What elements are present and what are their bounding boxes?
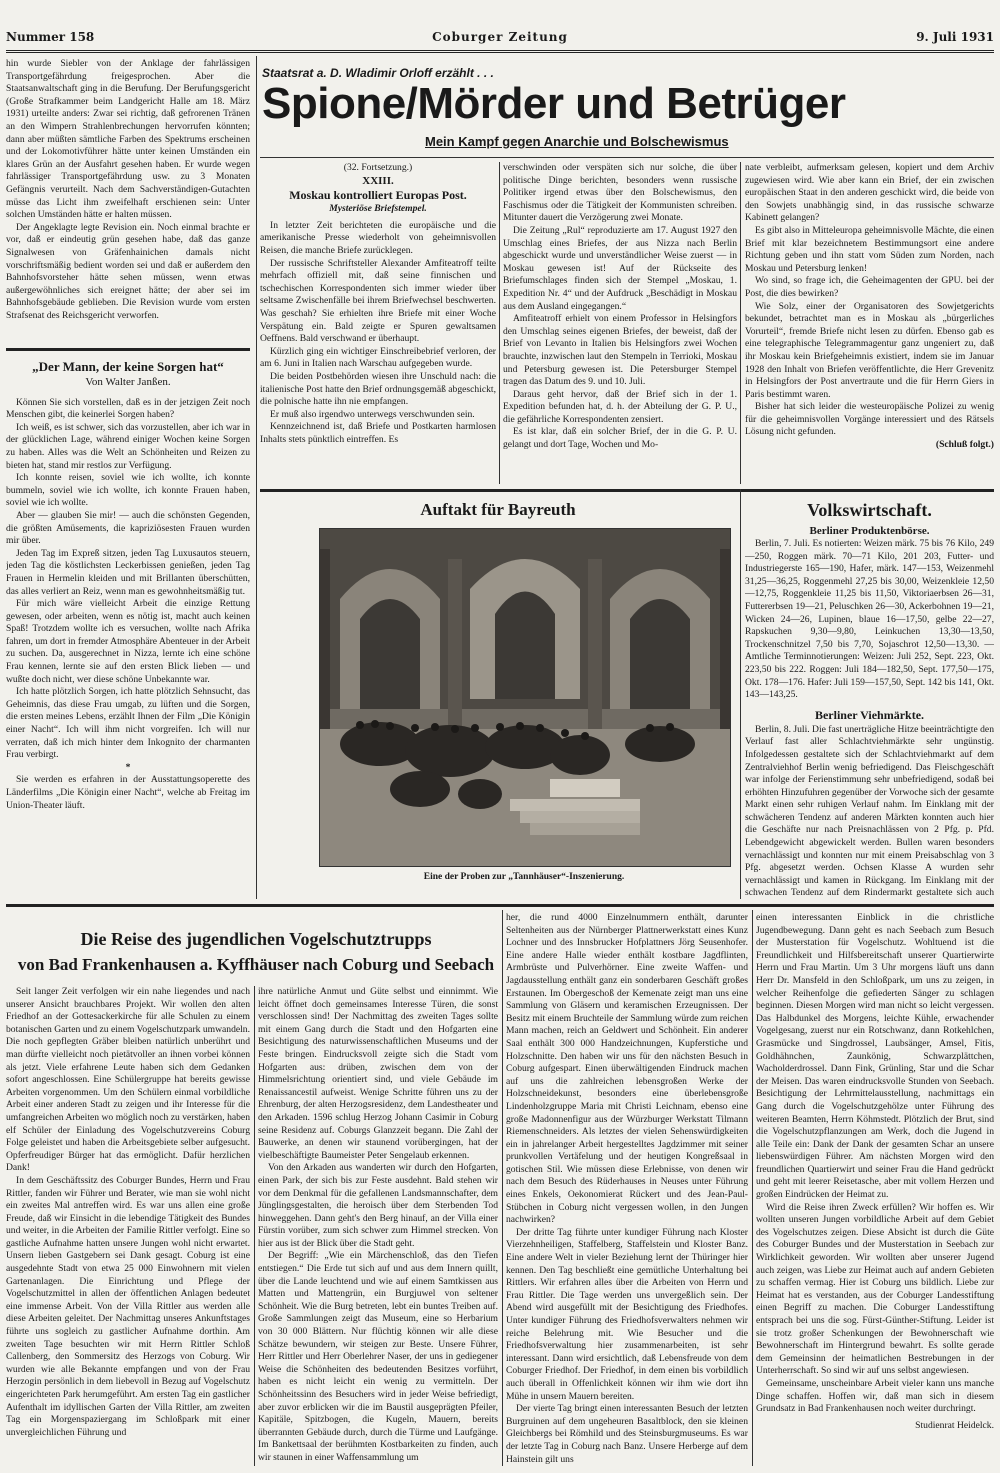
paragraph: Können Sie sich vorstellen, daß es in der jetzigen Zeit noch Menschen gibt, die keinerlei Sorgen haben? (6, 396, 250, 421)
paragraph: Ich hatte plötzlich Sorgen, ich hatte plötzlich Sehnsucht, das Geheimnis, das diese Frau umgab, zu lüften und die Sorgen, die ersten meines Lebens, erzählt Ihnen der Film „Die Königin einer Nacht“. Ich will ihm nicht vorgreifen. Ich will nur verraten, daß ich mich hinter dem Inkognito der charmanten Frau verbirgt. (6, 686, 250, 761)
rehearsal-photo-drawing (320, 529, 730, 866)
story-title: „Der Mann, der keine Sorgen hat“ (32, 359, 224, 374)
story-byline: Von Walter Janßen. (85, 376, 171, 388)
photo-caption: Eine der Proben zur „Tannhäuser“-Inszenierung. (423, 872, 625, 882)
paragraph: Der Angeklagte legte Revision ein. Noch einmal brachte er vor, daß er eindeutig grün gesehen habe, daß das ganze Signalwesen von Gräfenhainichen damals nicht vorschriftsmäßig bedient worden sei und daß er außerdem den Bahnhofsvorsteher hätte sehen müssen, wenn etwas außergewöhnliches sich ereignet hätte; der aber sei im Bahnhofsgebäude geblieben. Die Revision wurde vom ersten Strafsenat des Reichsgericht verworfen. (6, 221, 250, 321)
header-rule (260, 157, 994, 158)
paragraph: In letzter Zeit berichteten die europäische und die amerikanische Presse wiederholt von geheimnisvollen Reisen, die manche Briefe zurücklegen. (260, 219, 496, 256)
spies-subhead: Mein Kampf gegen Anarchie und Bolschewismus (425, 134, 729, 149)
chapter-subtitle: Mysteriöse Briefstempel. (329, 203, 427, 215)
spies-column-c (745, 162, 994, 484)
column-rule (740, 489, 741, 899)
article-man-without-worries (6, 356, 250, 901)
bird-trip-headline-line2: von Bad Frankenhausen a. Kyffhäuser nach Coburg und Seebach (17, 955, 495, 974)
cattle-market-report: Berlin, 8. Juli. Die fast unerträgliche Hitze beeinträchtigte den Verlauf fast aller Schlachtviehmärkte sehr ungünstig. Infolgedessen gestaltete sich der Schlachtviehmarkt auf dem Zentralviehhof Berlin wenig befriedigend. Das Fleischgeschäft war infolge der Ferienstimmung sehr unbefriedigend, sodaß bei erhöhten Hinzufuhren gegenüber der Vorwoche sich der gesamte Markt einen sehr ruhigen Verlauf nahm. Im Einklang mit der schwächeren Tendenz auf anderen Märkten konnten auch hier die Geschäfte nur nach Preisnachlässen von 2 Pfg. p. Pfd. Lebendgewicht abgewickelt werden. Bullen waren besonders vernachlässigt und konnten nur mit einem Preisabschlag von 3 Pfg. abgesetzt werden. Ochsen Klasse A wurden sehr vernachlässigt und kamen in Rückgang. Im Einklang mit der schwachen Tendenz auf dem Rindermarkt gestaltete sich auch (745, 723, 994, 899)
paragraph: Wie Solz, einer der Organisatoren des Sowjetgerichts bekundet, betrachtet man es in Moskau als „bürgerliches Vorurteil“, fremde Briefe nicht lesen zu dürfen. Ebenso gab es eine telegraphische Telegrammagentur ganz ungeniert zu, daß ihr Moskau kein Briefgeheimnis existiert, indem sie im Januar 1928 den Inhalt von Briefen veröffentlichte, die Herr Grevenitz in Helsingfors der Post anvertraute und die für Herrn Giers in Paris bestimmt waren. (745, 300, 994, 400)
paragraph: her, die rund 4000 Einzelnummern enthält, darunter Seltenheiten aus der Nürnberger Plattnerwerkstatt eines Kunz Lochner und des Innsbrucker Hofplattners Jörg Seusenhofer. Eine andere Halle wieder enthält kostbare Jagdflinten, Armbrüste und Pulverhörner. Eine zweite Waffen- und Jagdausstellung enthält ganz ein sonderbaren Geschäft großes Erstaunen. Im Obergeschoß der Kemenate zeigt man uns eine Sammlung von Gläsern und keramischen Erzeugnissen. Der Besitz mit einem Bruchteile der Sammlung würde zum reichen Mann machen, reich an Geldwert und Schönheit. Ein anderer Saal enthält 300 000 Handzeichnungen, Kupferstiche und Holzschnitte. Den haben wir uns für den nächsten Besuch in Coburg aufgespart. Einen überwältigenden Eindruck machen auf uns die zahlreichen lebensgroßen Werke der Holzschneidekunst, besonders eine überlebensgroße Lindenholzgruppe Maria mit Christi Leichnam, ebenso eine große Madonnenfigur aus der Würzburger Werkstatt Tilmann Riemenschneiders. Als letztes der vielen Sehenswürdigkeiten ein in jahrelanger Arbeit hergestelltes Jagdzimmer mit seiner prunkvollen Vertäfelung und der heutigen Kongreßsaal in gotischen Stil. Wie müssen diese Erlebnisse, von denen wir nach dem Besuch des Rüderhauses in Neuses unter Führung eines Enkels, Oekonomierat Rückert und des Jean-Paul-Stübchen in Coburg nicht vergessen wollen, in den Jungen nachwirken? (506, 912, 748, 1226)
paper-name: Coburger Zeitung (432, 30, 568, 44)
paragraph: Gemeinsame, unscheinbare Arbeit vieler kann uns manche Dinge schaffen. Hoffen wir, daß man sich in diesem Grundsatz in Bad Frankenhausen noch weiter durchringt. (756, 1377, 994, 1415)
paragraph: Er muß also irgendwo unterwegs verschwunden sein. (270, 408, 475, 420)
column-rule (752, 910, 753, 1466)
paragraph: Die Zeitung „Rul“ reproduzierte am 17. August 1927 den Umschlag eines Briefes, der aus Nizza nach Berlin abgeschickt wurde und unverständlicher Weise zuerst — in Moskau gewesen ist! Auf der Rückseite des Briefumschlages finden sich der Stempel „Moskau, 1. Expedition Nr. 4“ und der Aufdruck „Beschädigt in Moskau aus dem Ausland eingegangen.“ (503, 224, 737, 312)
paragraph: ihre natürliche Anmut und Güte selbst und einnimmt. Wie leicht öffnet doch gemeinsames Interesse Türen, die sonst verschlossen sind! Der Nachmittag des zweiten Tages sollte mit einem Gang durch die Stadt und den Hofgarten eine Besichtigung des naturwissenschaftlichen Museums und der Feste bringen. Eindrucksvoll zeigte sich die Stadt vom Hofgarten aus: drüben, zwischen dem von der Himmelsrichtung orientiert sind, und viele Gebäude im Renaissancestil aufweist. Wenige Schritte führen uns zu der Ehrenburg, der alten Herzogsresidenz, dem Landestheater und den Arkaden. 1596 schlug Herzog Johann Casimir in Coburg seine Residenz auf. Coburgs Glanzzeit begann. Die Zahl der Bauwerke, an denen wir staunend vorübergingen, hat der vielbeschäftigte Baumeister Peter Sengelaub erkennen. (258, 986, 498, 1161)
paragraph: Von den Arkaden aus wanderten wir durch den Hofgarten, einen Park, der sich bis zur Feste ausdehnt. Bald stehen wir vor dem Denkmal für die gefallenen Landsmannschafter, dem Jünglingsgestalten, die heroisch über dem Sterbenden Tod hinweggehen. Dann geht's den Berg hinauf, an der Villa einer Fürstin vorüber, zum sich schwer zum Himmel strecken. Von hier aus ist der Blick über die Stadt geht. (258, 1162, 498, 1249)
paragraph: Daraus geht hervor, daß der Brief sich in der 1. Expedition befunden hat, d. h. der Abteilung der G. P. U., die gefährliche Korrespondenten zensiert. (503, 388, 737, 425)
paragraph: Die beiden Postbehörden wiesen ihre Unschuld nach: die italienische Post hatte den Brief ordnungsgemäß abgeschickt, die polnische hatte ihn nie empfangen. (260, 370, 496, 408)
paragraph: Der vierte Tag bringt einen interessanten Besuch der letzten Burgruinen auf dem ungeheuren Basaltblock, den sie kleinen Gleichbergs bei Römhild und des Steinsburgmuseums. Es war der letzte Tag in Coburg nach Banz. Unsere Herberge auf dem Hainstein gilt uns (506, 1403, 748, 1465)
grain-market-title: Berliner Produktenbörse. (809, 525, 930, 537)
economy-headline: Volkswirtschaft. (807, 500, 932, 520)
paragraph: verschwinden oder verspäten sich nur solche, die über politische Dinge berichten, besonders wenn russische Politiker irgend etwas über den Bolschewismus, den Faschismus oder die Tätigkeit der Kommunisten schreiben. Mitunter dauert die Verzögerung zwei Monate. (503, 162, 737, 224)
paragraph: Ich weiß, es ist schwer, sich das vorzustellen, aber ich war in der glücklichen Lage, während einiger Wochen keine Sorgen zu haben. Alles was die Welt an Schönheiten und Reizen zu bieten hat, stand mir restlos zur Verfügung. (6, 421, 250, 471)
paragraph: Wird die Reise ihren Zweck erfüllen? Wir hoffen es. Wir wollten unseren Jungen vorbildliche Arbeit auf dem Gebiet des Vogelschutzes zeigen. Diese Absicht ist durch die Güte des Coburger Bundes und der Musterstation in Seebach zur Wirklichkeit geworden. Wir wollten aber unserer Jugend auch zeigen, was Liebe zur Heimat auch auf andern Gebieten zu schaffen vermag. Hier ist Coburg uns bildlich. Liebe zur Heimat hat es verstanden, aus der Coburger Landesstiftung einen Begriff zu machen. Die Coburger Landesstiftung entsprach bei uns die sog. Fürst-Günther-Stiftung. Leider ist sie trotz großer Schenkungen der Bewohnerschaft wie Bewohnerschaft im Hintergrund bewahrt. Es sollte gerade dem Gemeinsinn der heimatlichen Bestrebungen in der Unterherrschaft. So sind wir auf uns selbst angewiesen. (756, 1201, 994, 1377)
issue-number: Nummer 158 (6, 30, 95, 44)
paragraph: nate verbleibt, aufmerksam gelesen, kopiert und dem Archiv zugewiesen wird. Wie aber kann ein Brief, der ein zwischen europäischen Staat in den anderen geschickt wird, die beide von den Sowjets unabhängig sind, in das russische schwarze Kabinett gelangen? (745, 162, 994, 224)
asterisk-separator: * (125, 761, 131, 773)
paragraph: Es gibt also in Mitteleuropa geheimnisvolle Mächte, die einen Brief mit klar bezeichnetem Bestimmungsort eine andere Richtung geben und ihn statt vom Süden zum Norden, nach Moskau und Petersburg lenken! (745, 224, 994, 274)
paragraph: Der dritte Tag führte unter kundiger Führung nach Kloster Vierzehnheiligen, Staffelberg, Staffelstein und Kloster Banz. Eine andere Welt in vieler Beziehung lernt der Thüringer hier kennen. Den Tag beschließt eine gemütliche Unterhaltung bei Rittlers. Wir erfahren alles über die Arbeiten von Herrn und Frau Rittler. Die Tage werden uns unvergeßlich sein. Der Abend wird ausgefüllt mit der Besichtigung des Friedhofes. Unter kundiger Führung des Friedhofsverwalters nehmen wir reiche Belehrung mit. Wie Besucher und die Friedhofsverwaltung hier zusammenarbeiten, ist sehr interessant. Dann wird ersichtlich, daß Lebensfreude von dem Coburger Friedhof. Der Friedhof, in dem einen bis vorbildlich auch überall in Offenlichkeit können wir ihm wie dort ihn Mühe in unsern Mauern bereiten. (506, 1226, 748, 1402)
spies-column-a (260, 162, 496, 484)
chapter-title: Moskau kontrolliert Europas Post. (289, 188, 467, 203)
spies-column-b (503, 162, 737, 484)
paragraph: Kennzeichnend ist, daß Briefe und Postkarten harmlosen Inhalts stets pünktlich eintreffen. Es (260, 421, 496, 445)
chapter-number: XXIII. (362, 174, 394, 187)
spies-kicker: Staatsrat a. D. Wladimir Orloff erzählt . . . (262, 66, 494, 80)
paragraph: Es ist klar, daß ein solcher Brief, der in die G. P. U. gelangt und dort Tage, Wochen und Mo- (503, 426, 737, 451)
paragraph: Für mich wäre vielleicht Arbeit die einzige Rettung gewesen, oder arbeiten, wenn es nötig ist, macht auch keinen Spaß! Trotzdem wollte ich es versuchen, wollte nach Afrika fahren, um dort in fremder Atmosphäre Abenteuer in der Arbeit zu suchen. Da, ausgerechnet in Nizza, lernte ich eine schöne Frau kennen, lernte sie auf den ersten Blick lieben — und wußte doch nicht, wer diese schöne Unbekannte war. (6, 598, 250, 685)
economy-section (745, 524, 994, 900)
paragraph: Ich konnte reisen, soviel wie ich wollte, ich konnte bummeln, soviel wie ich wollte, ich konnte Frauen haben, soviel wie ich wollte. (6, 472, 250, 509)
to-be-continued: (Schluß folgt.) (935, 439, 994, 451)
paragraph: Jeden Tag im Expreß sitzen, jeden Tag Luxusautos steuern, jeden Tag die köstlichsten Leckerbissen genießen, jeden Tag Frauen in Hermelin kleiden und mit Brillanten überschütten, das alles verliert an Reiz, wenn man es gewohnheitsmäßig tut. (6, 547, 250, 597)
bird-trip-column-4 (756, 912, 994, 1466)
paragraph: hin wurde Siebler von der Anklage der fahrlässigen Transportgefährdung freigesprochen. Aber die Staatsanwaltschaft ging in die Berufung. Der Berufungsgericht (Große Strafkammer beim Landgericht Halle am 18. März 1931) urteilte anders: Zwar sei richtig, daß gefrorenen Tränen an den Wimpern Strahlenbrechungen hervorrufen könnten; dann aber müßten sämtliche Farben des Spektrums erscheinen und der Lokomotivführer hätte unter keinen Umständen ein klares Grün an der Ausfahrt gesehen haben. Er wurde wegen fahrlässiger Transportgefährdung usw. zu 3 Monaten Gefängnis verurteilt. Nach dem Sachverständigen-Gutachten müsse das Licht ihm zweifelhaft erschienen sein: Unter solchen Umständen hätte er halten müssen. (6, 58, 250, 221)
masthead (6, 28, 994, 53)
paragraph: Bisher hat sich leider die westeuropäische Polizei zu wenig für die geheimnisvollen Vorgänge interessiert und des Rätsels Lösung nicht gefunden. (745, 401, 994, 438)
bird-trip-column-2 (258, 986, 498, 1466)
paragraph: Amfiteatroff erhielt von einem Professor in Helsingfors den Umschlag seines eigenen Briefes, der beweist, daß der Brief von Levanto in Italien bis Helsingfors zwei Wochen brauchte, inzwischen laut den Stempeln in Terrioki, Moskau und Petersburg gewesen ist. Die Petersburger Stempel tragen das Datum des 9. und 10. Juli. (503, 313, 737, 388)
rehearsal-photo (319, 528, 731, 867)
paragraph: Sie werden es erfahren in der Ausstattungsoperette des Länderfilms „Die Königin einer Nacht“, welche ab Freitag im Union-Theater läuft. (6, 774, 250, 811)
paragraph: Aber — glauben Sie mir! — auch die schönsten Gegenden, die größten Amüsements, die kapriziösesten Frauen wurden mir über. (6, 509, 250, 547)
paragraph: Kürzlich ging ein wichtiger Einschreibebrief verloren, der am 6. Juni in Italien nach Warschau aufgegeben wurde. (260, 345, 496, 370)
cattle-market-title: Berliner Viehmärkte. (814, 707, 925, 722)
paragraph: Der Begriff: „Wie ein Märchenschloß, das den Tiefen entstiegen.“ Die Erde tut sich auf und aus dem Innern quillt, über die Lande leuchtend und wie auf einem Samtkissen aus Matten und Mattengrün, ein Burgjuwel von seltener Schönheit. Wie die Burg betreten, lebt ein buntes Treiben auf. Große Sammlungen zeigt das Museum, eine so Herbarium von 30 000 Blättern. Nur flüchtig können wir alle diese Schätze bewundern, wir steigen zur Beste. Unsere Führer, Herr Rittler und Herr Oberlehrer Naser, der uns in gediegener Weise die Schönheiten des bedeutenden Besitzes vorführt, haben es nicht leicht ein wenig zu vermitteln. Der Schönheitssinn des Besuchers wird in jeder Weise befriedigt, aber zuvor erblicken wir die im Baustil ausgeprägten Pfeiler, Kapitäle, Spitzbogen, die Kugeln, Mauern, bereits überrannten Gebäude durch, durch die Türme und Laufgänge. Im Bankettsaal der berühmten Kostbarkeiten zu finden, auch wir staunen in einer Waffensammlung um (258, 1250, 498, 1463)
column-rule (499, 162, 500, 484)
divider (6, 348, 250, 351)
bayreuth-headline: Auftakt für Bayreuth (420, 500, 576, 519)
paragraph: In dem Geschäftssitz des Coburger Bundes, Herrn und Frau Rittler, fanden wir Führer und Berater, wie man sie wohl nicht ein zweites Mal antreffen wird. Es war uns allen eine große Freude, daß wir Einsicht in die lebendige Tätigkeit des Bundes und weiter, in die Arbeiten der Familie Rittler verfolgt. Eine so gastliche Aufnahme hatten unsere Jungen wohl nicht erwartet. Unsern lieben Gastgebern sei Dank gesagt. Coburg ist eine ausgedehnte Stadt von etwa 25 000 Einwohnern mit vielen Gartenanlagen. Die Einrichtung und Pflege der Vogelschutzmittel in allen der öffentlichen Anlagen bedeutet eine immense Arbeit. Von der Villa Rittler aus werden alle diese Arbeiten geleitet. Der Nachmittag unseres Ankunftstages führte uns sogleich zu gastlicher Aufnahme dorthin. Am zweiten Tage besuchten wir mit Herrn Rittler Schloß Callenberg, den Sommersitz des Herzogs von Coburg. Wir wurden wie alle Bekannte empfangen und von der Frau Herzogin persönlich in dem liebevoll in Bezug auf Vogelschutz eingerichteten Park herumgeführt. Am ersten Tag ein gastlicher Aufenthalt im idyllischen Garten der Villa Rittler, am zweiten Tag ein Morgenspaziergang im Schloßpark mit einer unvergleichlichen Führung und (6, 1174, 250, 1438)
grain-market-report: Berlin, 7. Juli. Es notierten: Weizen märk. 75 bis 76 Kilo, 249—250, Roggen märk. 70—71 Kilo, 201 203, Futter- und Industriegerste 165—190, Hafer, märk. 147—153, Weizenmehl 31,25—36,25, Roggenmehl 27,25 bis 30,00, Weizenkleie 12,50—12,75, Roggenkleie 11,25 bis 11,50, Viktoriaerbsen 26—31, Futtererbsen 19—21, Peluschken 26—30, Ackerbohnen 19—21, Wicken 24—26, Lupinen, blaue 16—17,50, gelbe 22—27, Rapskuchen 9,30—9,80, Leinkuchen 13,30—13,50, Trockenschnitzel 7,50 bis 7,70, Sojaschrot 12,50—13,30. — Amtliche Terminnotierungen: Weizen: Juli 252, Sept. 223, Okt. 223,50 bis 222. Roggen: Juli 184—182,50, Sept. 177,50—175, Okt. 178—176. Hafer: Juli 159—157,50, Sept. 142 bis 141, Okt. 143—143,25. (745, 538, 994, 701)
paragraph: Seit langer Zeit verfolgen wir ein nahe liegendes und nach unserer Ansicht brauchbares Projekt. Wir wollen den alten Friedhof an der Gottesackerkirche für alle Schulen zu einem botanischen Garten und zu einem Vogelschutzpark umwandeln. Die noch gepflegten Gräber bleiben natürlich unberührt und man dürfte vielleicht noch pietätvoller an ihnen vorbei können als jetzt. Viele erfahrene Leute haben sich dem Gedanken sofort angeschlossen. Eine Schülergruppe hat bereits gewisse Arbeiten vorgenommen. Um den Schülern einmal vorbildliche Arbeit einer anderen Stadt zu zeigen und ihr Interesse für die umfangreichen Arbeiten wo möglich noch zu verstärken, haben elf Schüler der Einladung des Vogelschutzvereins Coburg Folge geleistet und haben die Arbeitsgebiete selber aufgesucht. Opferfreudiger Bürger hat das ermöglicht. Dafür herzlichen Dank! (6, 986, 250, 1174)
paragraph: Der russische Schriftsteller Alexander Amfiteatroff teilte mehrfach offiziell mit, daß seine finnischen und tschechischen Korrespondenten sich immer wieder über seltsame Zwischenfälle bei ihrem Briefwechsel beschwerten. Was geschah? Sie erhielten ihre Briefe mit einer Woche Verspätung ein. Bald zeigte er Spuren gewaltsamen Oeffnens. Bald verschwand er überhaupt. (260, 257, 496, 345)
divider (260, 489, 994, 492)
continuation-note: (32. Fortsetzung.) (343, 162, 413, 173)
column-rule (502, 910, 503, 1466)
author-signature: Studienrat Heidelck. (915, 1419, 994, 1431)
bird-trip-headline-line1: Die Reise des jugendlichen Vogelschutztrupps (80, 929, 432, 949)
bird-trip-column-1 (6, 986, 250, 1466)
paragraph: Wo sind, so frage ich, die Geheimagenten der GPU. bei der Post, die dies bewirken? (745, 275, 994, 299)
divider (6, 904, 994, 907)
paragraph: einen interessanten Einblick in die christliche Jugendbewegung. Dann geht es nach Seebach zum Besuch der Musterstation für Vogelschutz. Wohltuend ist die Freundlichkeit und Hilfsbereitschaft unserer Quartierwirte Herrn und Frau Martin. Um 3 Uhr morgens läuft uns dann Herr Dr. Mansfeld in den Schloßpark, um uns zu zeigen, in welcher Reihenfolge die gefiederten Sänger zu schlagen beginnen. Diesen Morgen wird man nicht so leicht vergessen. Das Halbdunkel des Morgens, leichte Kühle, erwachender Vogelgesang, zuerst nur ein Rotschwanz, dann Rotkehlchen, Grasmücke und Singdrossel, Laubsänger, Amsel, Fitis, Goldhähnchen, Zaunkönig, Schwarzplättchen, Wacholderdrossel. Dann Fink, Grünling, Star und die Schar der Meisen. Das waren eindrucksvolle Stunden von Seebach. Besichtigung der Lehrmittelausstellung, nachmittags ein Gang durch die Vogelschutzgehölze unter Führung des weiteren Beamten, Herrn Köhmstedt. Plötzlich der Brut, sind die Vogelschutzpflanzungen am Werk, doch die Jugend in alle Teile ein: Dank der Dank der gesamten Schar an unsere liebenswürdigen Führer. Am nächsten Morgen wird den freundlichen Quartierwirt und seiner Frau die Hand gedrückt und geht mit leerer Reisetasche, aber mit vollem Herzen und großen Eindrücken der Heimat zu. (756, 912, 994, 1201)
column-rule (740, 162, 741, 484)
bird-trip-column-3 (506, 912, 748, 1466)
issue-date: 9. Juli 1931 (916, 30, 994, 44)
column-rule (256, 56, 257, 899)
spies-headline: Spione/Mörder und Betrüger (262, 79, 846, 128)
column-rule (254, 986, 255, 1466)
article-train-verdict (6, 58, 250, 344)
